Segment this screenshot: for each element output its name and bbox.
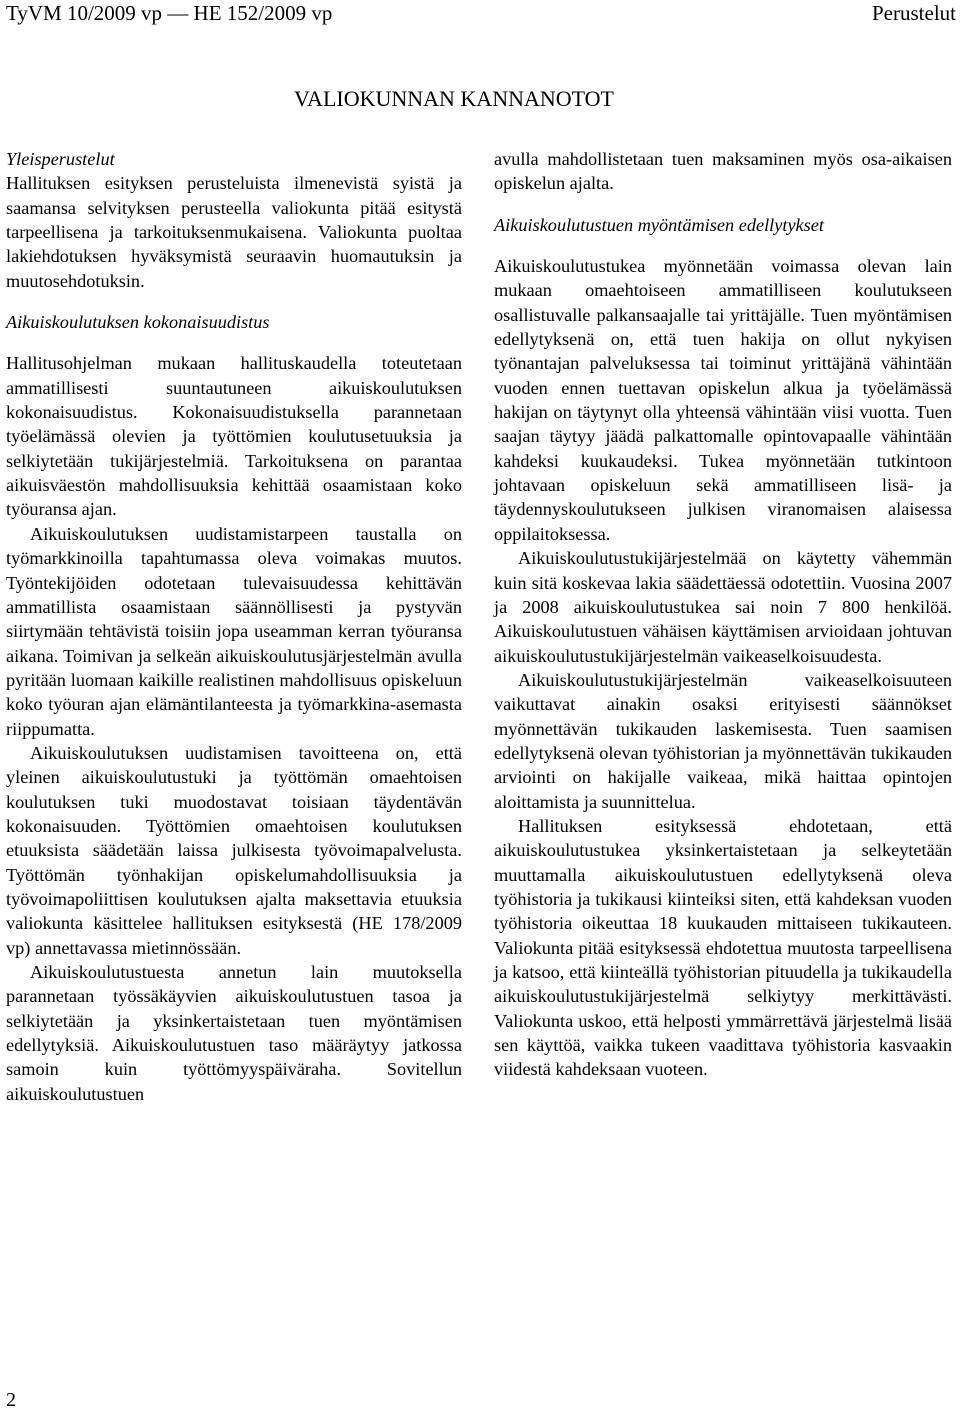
document-reference: TyVM 10/2009 vp — HE 152/2009 vp xyxy=(6,1,333,25)
paragraph: Aikuiskoulutuksen uudistamistarpeen taustalla on työmarkkinoilla tapahtumassa oleva voimakas muutos. Työntekijöiden odotetaan tulevaisuudessa kehittävän ammatillista osaamistaan säännöllisesti ja pystyvän siirtymään tehtävistä toisiin jopa useamman kerran työuransa aikana. Toimivan ja selkeän aikuiskoulutusjärjestelmän avulla pyritään luomaan kaikille realistinen mahdollisuus opiskeluun koko työuran ajan elämäntilanteesta ja työmarkkina-asemasta riippumatta. xyxy=(6,523,462,739)
paragraph: Hallituksen esityksen perusteluista ilmenevistä syistä ja saamansa selvityksen perusteella valiokunta pitää esitystä tarpeellisena ja tarkoituksenmukaisena. Valiokunta puoltaa lakiehdotuksen hyväksymistä seuraavin huomautuksin ja muutosehdotuksin. xyxy=(6,173,462,291)
paragraph: Hallituksen esityksessä ehdotetaan, että aikuiskoulutustukea yksinkertaistetaan ja selkeytetään muuttamalla aikuiskoulutustuen edellytyksenä oleva työhistoria ja tukikausi kiinteiksi siten, että kahdeksan vuoden työhistoria oikeuttaa 18 kuukauden mittaiseen tukikauteen. Valiokunta pitää esityksessä ehdotettua muutosta tarpeellisena ja katsoo, että kiinteällä työhistorian pituudella ja tukikaudella aikuiskoulutustukijärjestelmä selkiytyy merkittävästi. Valiokunta uskoo, että helposti ymmärrettävä järjestelmä lisää sen käyttöä, vaikka tukeen vaadittava työhistoria kasvaakin viidestä kahdeksaan vuoteen. xyxy=(494,815,952,1080)
left-column xyxy=(6,147,462,1106)
paragraph: Aikuiskoulutustukijärjestelmän vaikeaselkoisuuteen vaikuttavat ainakin osaksi erityisesti säännökset myönnettävän tukikauden laskemisesta. Tuen saamisen edellytyksenä olevan työhistorian ja myönnettävän tukikauden arviointi on hakijalle vaikeaa, mikä haittaa opintojen aloittamista ja suunnittelua. xyxy=(494,669,952,812)
paragraph: Aikuiskoulutustuesta annetun lain muutoksella parannetaan työssäkäyvien aikuiskoulutustuen tasoa ja selkiytetään ja yksinkertaistetaan tuen myöntämisen edellytyksiä. Aikuiskoulutustuen taso määräytyy jatkossa samoin kuin työttömyyspäiväraha. Sovitellun aikuiskoulutustuen xyxy=(6,962,462,1104)
subheading-yleisperustelut: Yleisperustelut xyxy=(6,149,115,169)
paragraph: Aikuiskoulutuksen uudistamisen tavoitteena on, että yleinen aikuiskoulutustuki ja työttömän omaehtoisen koulutuksen tuki muodostavat toisiaan täydentävän kokonaisuuden. Työttömien omaehtoisen koulutuksen etuuksista säädetään laissa julkisesta työvoimapalvelusta. Työttömän työnhakijan opiskelumahdollisuuksia ja työvoimapoliittisen koulutuksen ajalta maksettavia etuuksia valiokunta käsittelee hallituksen esityksestä (HE 178/2009 vp) annettavassa mietinnössään. xyxy=(6,742,462,958)
subheading-kokonaisuudistus: Aikuiskoulutuksen kokonaisuudistus xyxy=(6,312,270,333)
paragraph: Hallitusohjelman mukaan hallituskaudella toteutetaan ammatillisesti suuntautuneen aikuiskoulutuksen kokonaisuudistus. Kokonaisuudistuksella parannetaan työelämässä olevien ja työttömien koulutusetuuksia ja selkiytetään tukijärjestelmiä. Tarkoituksena on parantaa aikuisväestön mahdollisuuksia kehittää osaamistaan koko työuransa ajan. xyxy=(6,353,462,520)
section-title: VALIOKUNNAN KANNANOTOT xyxy=(294,86,614,111)
paragraph: Aikuiskoulutustukea myönnetään voimassa olevan lain mukaan omaehtoiseen ammatilliseen koulutukseen osallistuvalle palkansaajalle tai yrittäjälle. Tuen myöntämisen edellytyksenä on, että tuen hakija on ollut nykyisen työnantajan palveluksessa tai toiminut yrittäjänä vähintään vuoden ennen tuettavan opiskelun alkua ja työelämässä hakijan on täytynyt olla yhteensä vähintään viisi vuotta. Tuen saajan täytyy jäädä palkattomalle opintovapaalle vähintään kahdeksi kuukaudeksi. Tukea myönnetään tutkintoon johtavaan opiskeluun sekä ammatilliseen lisä- ja täydennyskoulutukseen julkisen viranomaisen alaisessa oppilaitoksessa. xyxy=(494,256,952,544)
paragraph: avulla mahdollistetaan tuen maksaminen myös osa-aikaisen opiskelun ajalta. xyxy=(494,149,952,194)
section-label: Perustelut xyxy=(872,1,956,25)
subheading-edellytykset: Aikuiskoulutustuen myöntämisen edellytykset xyxy=(494,214,824,235)
page-number: 2 xyxy=(6,1389,16,1411)
right-column xyxy=(494,147,952,1082)
running-header xyxy=(6,0,956,26)
paragraph: Aikuiskoulutustukijärjestelmää on käytetty vähemmän kuin sitä koskevaa lakia säädettäessä odotettiin. Vuosina 2007 ja 2008 aikuiskoulutustukea sai noin 7 800 henkilöä. Aikuiskoulutustuen vähäisen käyttämisen arvioidaan johtuvan aikuiskoulutustukijärjestelmän vaikeaselkoisuudesta. xyxy=(494,548,952,666)
